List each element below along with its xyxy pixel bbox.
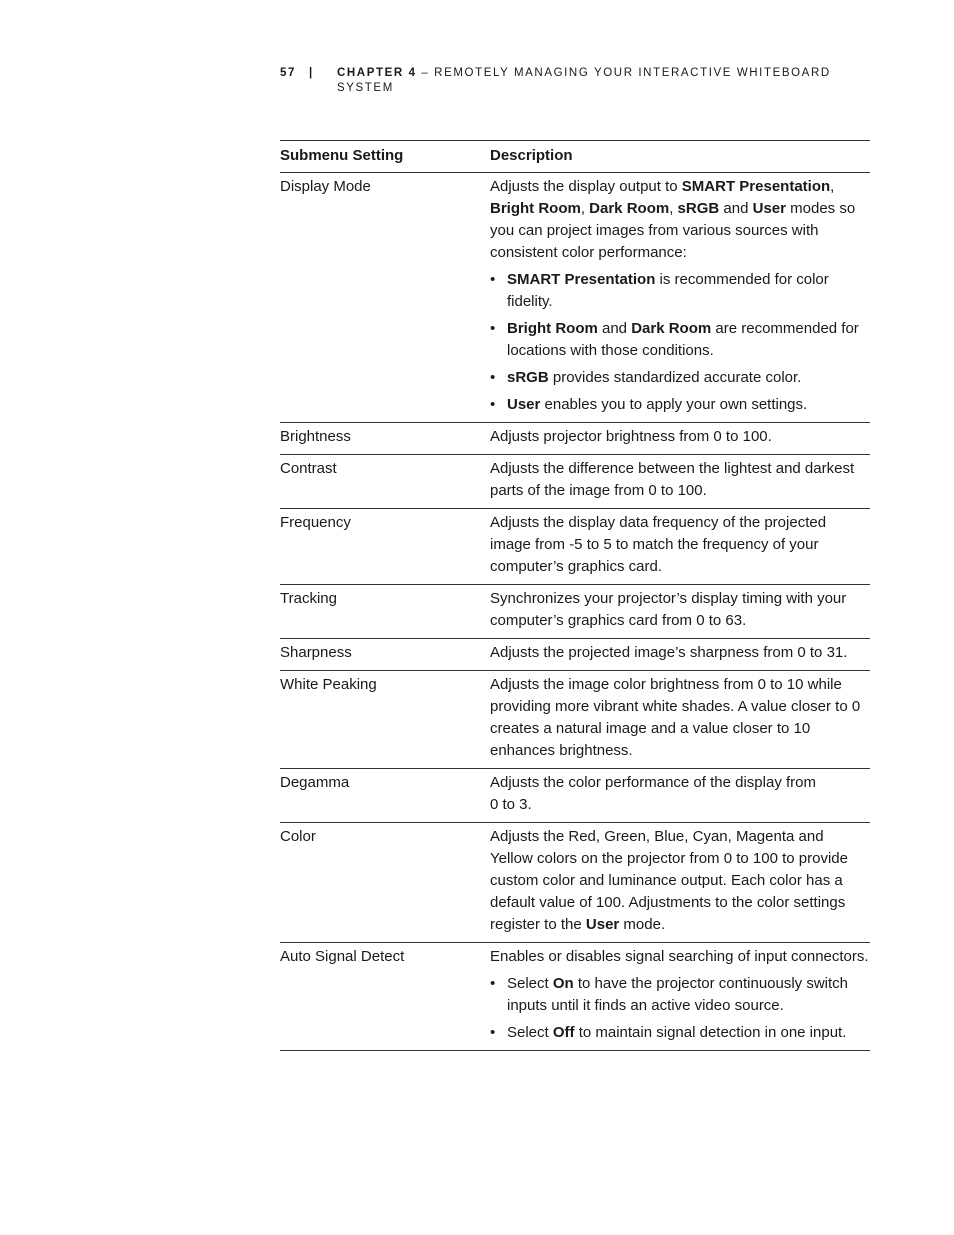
bold-term: SMART Presentation [681, 178, 831, 195]
setting-description [490, 769, 870, 823]
bold-term: SMART Presentation [507, 271, 656, 288]
table-row [280, 509, 870, 585]
page-number: 57 [280, 67, 296, 79]
submenu-settings-table [280, 140, 870, 1051]
description-text: Enables or disables signal searching of input connectors. [490, 948, 869, 965]
table-row [280, 671, 870, 769]
bold-term: Dark Room [589, 200, 670, 217]
setting-description [490, 639, 870, 671]
setting-description [490, 823, 870, 943]
table-row [280, 823, 870, 943]
description-text: Adjusts the projected image’s sharpness from 0 to 31. [490, 644, 848, 661]
bold-term: Off [552, 1024, 575, 1041]
bullet-item: • Select Off to maintain signal detection in one input. [490, 1022, 870, 1044]
setting-description [490, 455, 870, 509]
table-row [280, 639, 870, 671]
chapter-dash: – [416, 67, 435, 79]
table-header-row [280, 141, 870, 173]
chapter-name: REMOTELY MANAGING YOUR INTERACTIVE WHITEBOARD SYSTEM [337, 67, 831, 94]
bullet-list [490, 269, 870, 416]
bullet-list [490, 973, 870, 1044]
table-body [280, 173, 870, 1051]
setting-name: White Peaking [280, 671, 490, 769]
chapter-label: CHAPTER 4 [337, 67, 417, 79]
bold-term: sRGB [677, 200, 720, 217]
bullet-item: • Select On to have the projector continuously switch inputs until it finds an active video source. [490, 973, 870, 1017]
setting-name: Frequency [280, 509, 490, 585]
bullet-item: • sRGB provides standardized accurate color. [490, 367, 870, 389]
description-text: Adjusts the difference between the lightest and darkest parts of the image from 0 to 100. [490, 460, 855, 499]
bullet-item: • User enables you to apply your own settings. [490, 394, 870, 416]
table-row [280, 769, 870, 823]
setting-name: Color [280, 823, 490, 943]
bold-term: User [507, 396, 541, 413]
description-text: Synchronizes your projector’s display timing with your computer’s graphics card from 0 to 63. [490, 590, 847, 629]
setting-description [490, 943, 870, 1051]
bold-term: sRGB [507, 369, 549, 386]
setting-description [490, 509, 870, 585]
description-text: Adjusts the display output to SMART Presentation, Bright Room, Dark Room, sRGB and User modes so you can project images from various sources with consistent color performance: [490, 178, 856, 261]
table-row [280, 585, 870, 639]
bold-term: On [552, 975, 574, 992]
bullet-item: • SMART Presentation is recommended for color fidelity. [490, 269, 870, 313]
description-text: Adjusts the Red, Green, Blue, Cyan, Magenta and Yellow colors on the projector from 0 to 100 to provide custom color and luminance output. Each color has a default value of 100. Adjustments to the color settings register to the User mode. [490, 828, 848, 933]
bullet-item: • Bright Room and Dark Room are recommended for locations with those conditions. [490, 318, 870, 362]
bold-term: Bright Room [490, 200, 581, 217]
description-text: Adjusts the display data frequency of the projected image from -5 to 5 to match the frequency of your computer’s graphics card. [490, 514, 827, 575]
setting-description [490, 671, 870, 769]
setting-description [490, 173, 870, 423]
column-header-description: Description [490, 141, 870, 173]
table-row [280, 173, 870, 423]
bold-term: Dark Room [631, 320, 712, 337]
setting-name: Tracking [280, 585, 490, 639]
setting-name: Auto Signal Detect [280, 943, 490, 1051]
setting-name: Sharpness [280, 639, 490, 671]
description-text: Adjusts projector brightness from 0 to 100. [490, 428, 772, 445]
setting-description [490, 423, 870, 455]
column-header-setting: Submenu Setting [280, 141, 490, 173]
description-text: Adjusts the image color brightness from 0 to 10 while providing more vibrant white shades. A value closer to 0 creates a natural image and a value closer to 10 enhances brightness. [490, 676, 861, 759]
chapter-title [337, 66, 870, 96]
setting-description [490, 585, 870, 639]
bold-term: User [752, 200, 786, 217]
header-separator: | [309, 67, 314, 79]
table-row [280, 943, 870, 1051]
setting-name: Display Mode [280, 173, 490, 423]
setting-name: Brightness [280, 423, 490, 455]
description-text: Adjusts the color performance of the display from 0 to 3. [490, 774, 816, 813]
table-row [280, 455, 870, 509]
setting-name: Contrast [280, 455, 490, 509]
setting-name: Degamma [280, 769, 490, 823]
bold-term: Bright Room [507, 320, 598, 337]
table-row [280, 423, 870, 455]
bold-term: User [585, 916, 620, 933]
